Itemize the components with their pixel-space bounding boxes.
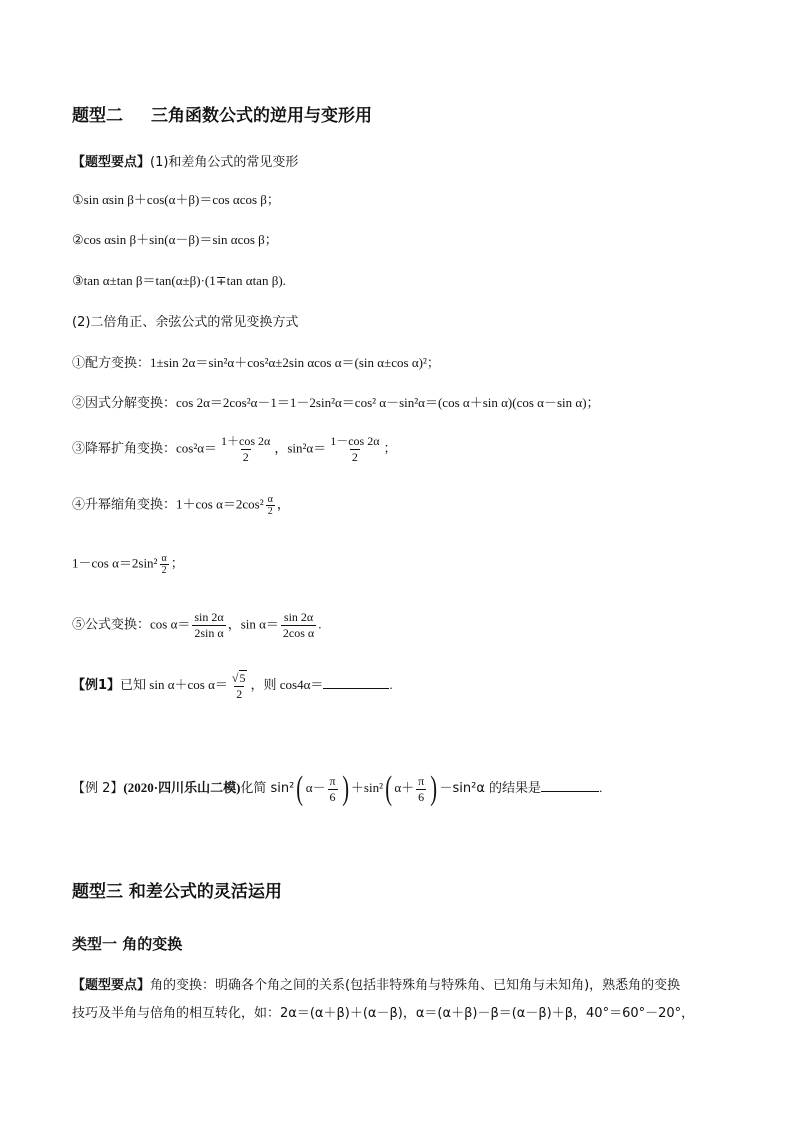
example-label: 【例1】 (72, 677, 121, 693)
formula-line: ①sin αsin β＋cos(α＋β)＝cos αcos β； (72, 192, 280, 207)
paragraph-line (72, 976, 680, 996)
paragraph-text: 角的变换：明确各个角之间的关系(包括非特殊角与特殊角、已知角与未知角)，熟悉角的变换 (150, 978, 681, 993)
formula-text: ， (276, 496, 290, 512)
subsection-heading: 类型一 角的变换 (72, 935, 183, 953)
formula-text: ； (170, 555, 184, 571)
answer-blank (323, 674, 389, 689)
key-points-label: 【题型要点】 (72, 978, 151, 993)
example-source: (2020·四川乐山二模) (123, 779, 241, 795)
key-points-label: 【题型要点】 (72, 155, 151, 170)
formula-text: . (318, 616, 322, 632)
fraction: $\frac{1+\cos 2\alpha}{2}$ (221, 434, 271, 464)
example-text: 已知 sin α＋cos α＝ (120, 676, 228, 692)
formula-line: ①配方变换：1±sin 2α＝sin²α＋cos²α±2sin αcos α＝(sin α±cos α)²； (72, 355, 440, 370)
formula-line: ③tan α±tan β＝tan(α±β)·(1∓tan αtan β). (72, 273, 286, 288)
formula-text: ④升幂缩角变换：1＋cos α＝2cos² (72, 496, 264, 512)
formula-text: ； (383, 440, 397, 456)
key-points-item: (2)二倍角正、余弦公式的常见变换方式 (72, 315, 299, 330)
fraction: $\frac{1-\cos 2\alpha}{2}$ (330, 434, 380, 464)
fraction: $\frac{\alpha}{2}$ (267, 494, 273, 517)
example-text: ，则 cos4α＝ (250, 676, 324, 692)
formula-line (72, 434, 397, 465)
key-points-heading (72, 152, 298, 173)
fraction: $\frac{\pi}{6}$ (329, 773, 336, 804)
answer-blank (541, 777, 599, 792)
example-label: 【例 2】 (72, 780, 124, 796)
key-points-item: (1)和差角公式的常见变形 (150, 155, 299, 170)
formula-text: ⑤公式变换：cos α＝ (72, 616, 191, 632)
fraction: $\frac{\pi}{6}$ (418, 773, 425, 804)
example-1: 【例1】已知 sin α＋cos α＝ $\frac{√5}{2}$ ，则 cos4α＝ . (72, 671, 393, 701)
formula-line (72, 494, 290, 517)
example-text: －sin²α 的结果是 (439, 780, 542, 796)
formula-text: 1－cos α＝2sin² (72, 555, 158, 571)
fraction: $\frac{\sin 2\alpha}{\text{2sin α}}$ (194, 610, 224, 640)
formula-line: ②因式分解变换：cos 2α＝2cos²α－1＝1－2sin²α＝cos² α－sin²α＝(cos α＋sin α)(cos α－sin α)； (72, 395, 600, 410)
formula-line (72, 610, 321, 641)
example-text: ＋sin² (350, 779, 383, 795)
section-heading (72, 106, 372, 126)
fraction: $\frac{\sin 2\alpha}{\text{2cos α}}$ (282, 610, 315, 640)
formula-line: ②cos αsin β＋sin(α－β)＝sin αcos β； (72, 232, 278, 247)
paragraph-line: 技巧及半角与倍角的相互转化，如：2α＝(α＋β)＋(α－β)，α＝(α＋β)－β＝(α－β)＋β，40°＝60°－20°， (72, 1006, 695, 1021)
example-2: 【例 2】(2020·四川乐山二模)化简 sin²( α－ $\frac{\pi}{6}$ ) ＋sin²( α＋ $\frac{\pi}{6}$ ) －sin²α 的结果是 . (72, 770, 603, 807)
section-heading: 题型三 和差公式的灵活运用 (72, 882, 282, 902)
formula-line (72, 553, 184, 576)
fraction: $\frac{√5}{2}$ (231, 671, 246, 701)
formula-text: ③降幂扩角变换：cos²α＝ (72, 440, 218, 456)
formula-text: ，sin α＝ (227, 616, 279, 632)
section-number: 题型二 (72, 106, 123, 126)
section-title: 三角函数公式的逆用与变形用 (151, 106, 372, 126)
fraction: $\frac{\alpha}{2}$ (161, 553, 167, 576)
formula-text: ，sin²α＝ (274, 440, 327, 456)
example-text: 化简 sin² (240, 780, 295, 796)
